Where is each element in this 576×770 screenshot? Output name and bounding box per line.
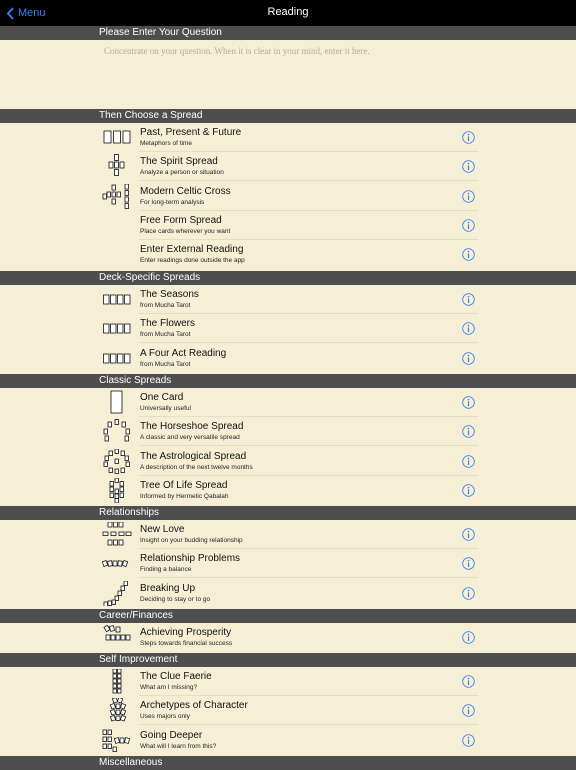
spread-subtitle: Informed by Hermetic Qabalah bbox=[140, 492, 229, 500]
spread-title: Achieving Prosperity bbox=[140, 627, 232, 638]
spread-row[interactable] bbox=[0, 667, 576, 696]
spread-title: The Clue Faerie bbox=[140, 671, 212, 682]
spread-title: Enter External Reading bbox=[140, 244, 244, 256]
section-header: Relationships bbox=[0, 506, 576, 520]
spread-title: The Spirit Spread bbox=[140, 156, 218, 168]
clue-faerie-icon bbox=[102, 669, 132, 694]
question-placeholder: Concentrate on your question. When it is clear in your mind, enter it here. bbox=[104, 46, 370, 56]
tree-of-life-icon bbox=[102, 478, 132, 503]
info-circle-icon[interactable] bbox=[462, 293, 475, 306]
horseshoe-icon bbox=[102, 419, 132, 444]
spread-subtitle: Steps towards financial success bbox=[140, 640, 233, 647]
spread-title: New Love bbox=[140, 524, 185, 535]
spread-subtitle: Analyze a person or situation bbox=[140, 169, 224, 177]
spread-title: A Four Act Reading bbox=[140, 347, 227, 359]
spread-row[interactable] bbox=[0, 211, 576, 240]
spread-subtitle: from Mucha Tarot bbox=[140, 360, 191, 368]
spread-subtitle: Insight on your budding relationship bbox=[140, 537, 243, 544]
spread-subtitle: Metaphors of time bbox=[140, 140, 193, 147]
spread-row[interactable] bbox=[0, 476, 576, 505]
spread-row[interactable] bbox=[0, 579, 576, 608]
section-header: Then Choose a Spread bbox=[0, 109, 576, 123]
spread-subtitle: Finding a balance bbox=[140, 566, 192, 574]
info-circle-icon[interactable] bbox=[462, 587, 475, 600]
spread-title: The Astrological Spread bbox=[140, 450, 247, 462]
one-card-icon bbox=[102, 390, 132, 415]
spread-row[interactable] bbox=[0, 549, 576, 578]
info-circle-icon[interactable] bbox=[462, 190, 475, 203]
spread-row[interactable] bbox=[0, 314, 576, 343]
spread-row[interactable] bbox=[0, 240, 576, 269]
cross-spread-icon bbox=[102, 154, 132, 179]
spread-title: Archetypes of Character bbox=[140, 700, 248, 712]
breaking-up-icon bbox=[102, 581, 132, 606]
spread-subtitle: from Mucha Tarot bbox=[140, 302, 191, 309]
spread-row[interactable] bbox=[0, 152, 576, 181]
spread-subtitle: Uses majors only bbox=[140, 713, 190, 721]
new-love-icon bbox=[102, 522, 132, 547]
spread-subtitle: Enter readings done outside the app bbox=[140, 257, 245, 265]
page-title: Reading bbox=[267, 6, 309, 18]
spread-subtitle: from Mucha Tarot bbox=[140, 331, 191, 339]
info-circle-icon[interactable] bbox=[462, 248, 475, 261]
spread-row[interactable] bbox=[0, 726, 576, 755]
info-circle-icon[interactable] bbox=[462, 734, 475, 747]
info-circle-icon[interactable] bbox=[462, 675, 475, 688]
info-circle-icon[interactable] bbox=[462, 322, 475, 335]
spread-row[interactable] bbox=[0, 696, 576, 725]
spread-title: One Card bbox=[140, 392, 184, 403]
spread-row[interactable] bbox=[0, 344, 576, 373]
info-circle-icon[interactable] bbox=[462, 631, 475, 644]
astrological-icon bbox=[102, 449, 132, 474]
spread-title: Tree Of Life Spread bbox=[140, 479, 228, 491]
spread-subtitle: A classic and very versatile spread bbox=[140, 434, 240, 442]
spread-subtitle: For long-term analysis bbox=[140, 198, 205, 206]
back-button-label: Menu bbox=[18, 7, 46, 19]
spread-title: The Horseshoe Spread bbox=[140, 421, 244, 433]
question-header: Please Enter Your Question bbox=[0, 26, 576, 40]
spread-title: Going Deeper bbox=[140, 729, 203, 741]
spread-title: Relationship Problems bbox=[140, 553, 241, 565]
info-circle-icon[interactable] bbox=[462, 396, 475, 409]
spread-row[interactable] bbox=[0, 623, 576, 652]
section-header: Classic Spreads bbox=[0, 374, 576, 388]
prosperity-icon bbox=[102, 625, 132, 650]
four-card-icon bbox=[102, 316, 132, 341]
spread-subtitle: What will I learn from this? bbox=[140, 742, 217, 750]
spread-title: The Seasons bbox=[140, 289, 199, 300]
section-header: Self Improvement bbox=[0, 653, 576, 667]
spread-row[interactable] bbox=[0, 285, 576, 314]
spread-subtitle: What am I missing? bbox=[140, 684, 198, 691]
spread-title: Free Form Spread bbox=[140, 214, 222, 226]
spread-subtitle: Place cards wherever you want bbox=[140, 227, 231, 235]
nav-bar bbox=[0, 0, 576, 26]
info-circle-icon[interactable] bbox=[462, 219, 475, 232]
info-circle-icon[interactable] bbox=[462, 557, 475, 570]
info-circle-icon[interactable] bbox=[462, 160, 475, 173]
relationship-problems-icon bbox=[102, 551, 132, 576]
spread-row[interactable] bbox=[0, 417, 576, 446]
info-circle-icon[interactable] bbox=[462, 704, 475, 717]
archetypes-icon bbox=[102, 698, 132, 723]
info-circle-icon[interactable] bbox=[462, 455, 475, 468]
info-circle-icon[interactable] bbox=[462, 425, 475, 438]
section-header: Deck-Specific Spreads bbox=[0, 271, 576, 285]
spread-row[interactable] bbox=[0, 123, 576, 152]
spread-title: The Flowers bbox=[140, 318, 196, 330]
going-deeper-icon bbox=[102, 728, 132, 753]
question-input[interactable] bbox=[0, 41, 576, 109]
spread-title: Breaking Up bbox=[140, 582, 196, 594]
spread-subtitle: Deciding to stay or to go bbox=[140, 595, 211, 603]
four-card-icon bbox=[102, 346, 132, 371]
info-circle-icon[interactable] bbox=[462, 352, 475, 365]
spread-title: Past, Present & Future bbox=[140, 127, 242, 138]
info-circle-icon[interactable] bbox=[462, 484, 475, 497]
four-card-icon bbox=[102, 287, 132, 312]
spread-row[interactable] bbox=[0, 182, 576, 211]
section-header: Career/Finances bbox=[0, 609, 576, 623]
spread-title: Modern Celtic Cross bbox=[140, 185, 231, 197]
spread-row[interactable] bbox=[0, 520, 576, 549]
info-circle-icon[interactable] bbox=[462, 528, 475, 541]
spread-subtitle: A description of the next twelve months bbox=[140, 463, 253, 471]
spread-row[interactable] bbox=[0, 388, 576, 417]
spread-subtitle: Universally useful bbox=[140, 405, 191, 412]
section-header: Miscellaneous bbox=[0, 756, 576, 770]
spread-row[interactable] bbox=[0, 447, 576, 476]
info-circle-icon[interactable] bbox=[462, 131, 475, 144]
celtic-cross-icon bbox=[102, 184, 132, 209]
three-card-icon bbox=[102, 125, 132, 150]
